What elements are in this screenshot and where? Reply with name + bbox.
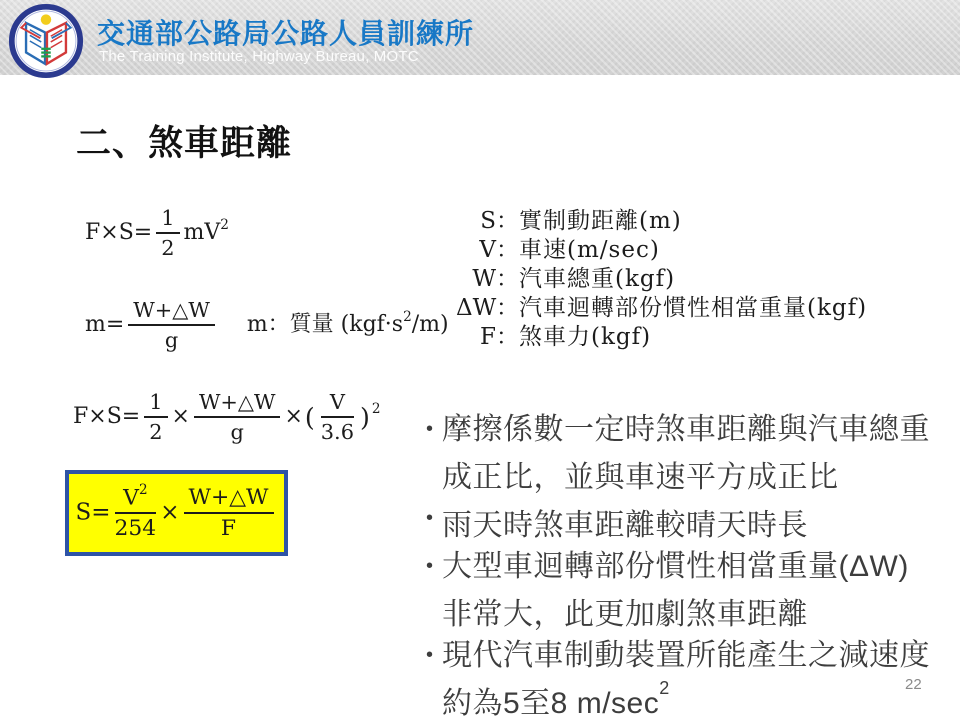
- variable-legend: [456, 207, 936, 352]
- list-item: [426, 498, 946, 546]
- mass-note-end: /m): [411, 312, 449, 338]
- formula-expanded: [73, 390, 381, 444]
- bullet-marker: •: [426, 507, 434, 529]
- institute-emblem-icon: [8, 3, 84, 79]
- fraction-denominator: 254: [114, 516, 157, 542]
- page-number: 22: [905, 676, 922, 693]
- list-item: [426, 409, 946, 498]
- bullet-marker: •: [426, 418, 434, 440]
- fraction-weight-over-g: [128, 298, 215, 352]
- fraction-one-half: [156, 206, 179, 260]
- bullet-list: [426, 409, 946, 720]
- multiply-sign: ×: [284, 404, 303, 430]
- formula3-exponent: 2: [371, 400, 381, 417]
- mass-unit-note: [246, 308, 449, 338]
- mass-note-text: m：質量 (kgf·s: [246, 312, 404, 338]
- list-item: [426, 546, 946, 635]
- bullet-text-sup: 2: [659, 677, 670, 698]
- fraction-numerator: W+△W: [194, 390, 281, 418]
- formula-kinetic-energy: [85, 206, 229, 260]
- v-exponent: 2: [138, 481, 148, 498]
- formula1-exponent: 2: [220, 216, 229, 233]
- fraction-numerator: W+△W: [184, 485, 274, 514]
- fraction-speed: [321, 390, 354, 444]
- legend-symbol: F: [480, 324, 496, 350]
- formula1-lhs: F×S=: [85, 220, 153, 246]
- legend-separator: ：: [496, 208, 519, 234]
- legend-description: 汽車迴轉部份慣性相當重量(kgf): [519, 295, 868, 321]
- bullet-text-main: 現代汽車制動裝置所能產生之減速度約為5至8 m/sec: [442, 639, 930, 720]
- open-paren: (: [304, 402, 315, 432]
- legend-separator: ：: [496, 266, 519, 292]
- formula3-lhs: F×S=: [73, 404, 141, 430]
- legend-row-s: [456, 207, 936, 236]
- legend-description: 實制動距離(m): [519, 208, 682, 234]
- bullet-text: [442, 409, 934, 498]
- legend-symbol: W: [472, 266, 496, 292]
- bullet-text: [442, 498, 934, 546]
- fraction-numerator: [115, 481, 157, 514]
- fraction-denominator: g: [230, 420, 244, 445]
- legend-description: 車速(m/sec): [519, 237, 660, 263]
- legend-description: 汽車總重(kgf): [519, 266, 676, 292]
- fraction-denominator: 2: [149, 420, 163, 445]
- bullet-text-main: 大型車迴轉部份慣性相當重量(ΔW)非常大，此更加劇煞車距離: [442, 550, 909, 631]
- close-paren: ): [360, 402, 370, 432]
- page-title: 二、煞車距離: [76, 124, 293, 163]
- fraction-numerator: V: [321, 390, 354, 418]
- highlighted-formula-box: [65, 470, 288, 556]
- fraction-one-half: [144, 390, 167, 444]
- fraction-denominator: F: [220, 516, 237, 541]
- bullet-text-main: 摩擦係數一定時煞車距離與汽車總重成正比，並與車速平方成正比: [442, 413, 930, 494]
- mass-note-exponent: 2: [403, 308, 412, 325]
- formula-final: [75, 481, 277, 542]
- fraction-denominator: 2: [161, 236, 175, 261]
- org-subtitle: The Training Institute, Highway Bureau, MOTC: [99, 48, 419, 65]
- fraction-weight-over-g: [194, 390, 281, 444]
- bullet-marker: •: [426, 555, 434, 577]
- institute-emblem-svg: [8, 3, 84, 79]
- bullet-marker: •: [426, 644, 434, 666]
- legend-row-dw: [456, 294, 936, 323]
- legend-description: 煞車力(kgf): [519, 324, 652, 350]
- formula1-tail: mV: [183, 220, 221, 246]
- fraction-weight-over-f: [184, 485, 274, 541]
- multiply-sign: ×: [171, 404, 190, 430]
- fraction-numerator: 1: [156, 206, 179, 234]
- v-symbol: V: [123, 485, 139, 511]
- legend-row-v: [456, 236, 936, 265]
- header-band: [0, 0, 960, 75]
- legend-separator: ：: [496, 237, 519, 263]
- bullet-text: [442, 635, 934, 720]
- legend-symbol: ΔW: [456, 295, 497, 321]
- legend-row-f: [456, 323, 936, 352]
- list-item: [426, 635, 946, 720]
- multiply-sign: ×: [160, 499, 180, 525]
- formula-mass: [85, 298, 449, 352]
- fraction-denominator: 3.6: [320, 420, 354, 445]
- org-title: 交通部公路局公路人員訓練所: [97, 18, 475, 49]
- formula4-lhs: S=: [75, 499, 111, 525]
- fraction-denominator: g: [164, 328, 179, 353]
- bullet-text-main: 雨天時煞車距離較晴天時長: [442, 509, 808, 542]
- legend-symbol: S: [480, 208, 496, 234]
- fraction-numerator: 1: [144, 390, 167, 418]
- fraction-numerator: W+△W: [128, 298, 215, 326]
- bullet-text: [442, 546, 934, 635]
- formula2-lhs: m=: [85, 312, 125, 338]
- legend-symbol: V: [479, 237, 496, 263]
- legend-separator: ：: [496, 324, 519, 350]
- legend-separator: ：: [496, 295, 519, 321]
- fraction-v2-over-254: [114, 481, 157, 542]
- legend-row-w: [456, 265, 936, 294]
